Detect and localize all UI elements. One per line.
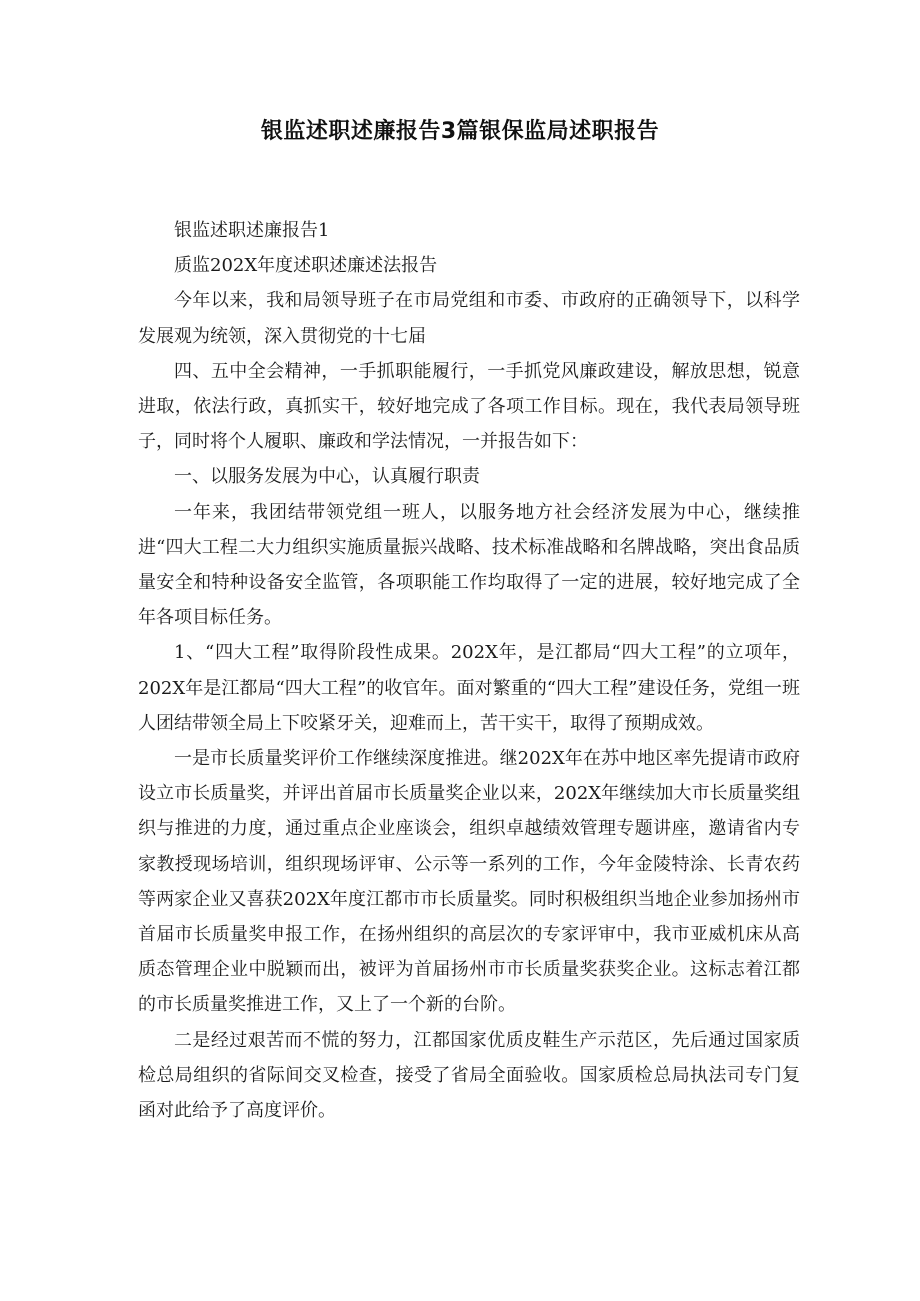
- report-heading: 银监述职述廉报告1: [174, 220, 330, 241]
- body-paragraph: 1、“四大工程”取得阶段性成果。202X年，是江都局“四大工程”的立项年，202X年是江都局“四大工程”的收官年。面对繁重的“四大工程”建设任务，党组一班人团结带领全局上下咬紧牙关，迎难而上，苦干实干，取得了预期成效。: [138, 642, 800, 734]
- body-paragraph: 一是市长质量奖评价工作继续深度推进。继202X年在苏中地区率先提请市政府设立市长质量奖，并评出首届市长质量奖企业以来，202X年继续加大市长质量奖组织与推进的力度，通过重点企业座谈会，组织卓越绩效管理专题讲座，邀请省内专家教授现场培训，组织现场评审、公示等一系列的工作，今年金陵特涂、长青农药等两家企业又喜获202X年度江都市市长质量奖。同时积极组织当地企业参加扬州市首届市长质量奖申报工作，在扬州组织的高层次的专家评审中，我市亚威机床从高质态管理企业中脱颖而出，被评为首届扬州市市长质量奖获奖企业。这标志着江都的市长质量奖推进工作，又上了一个新的台阶。: [138, 748, 800, 1016]
- body-paragraph: 二是经过艰苦而不慌的努力，江都国家优质皮鞋生产示范区，先后通过国家质检总局组织的省际间交叉检查，接受了省局全面验收。国家质检总局执法司专门复函对此给予了高度评价。: [138, 1029, 800, 1122]
- document-title: 银监述职述廉报告3篇银保监局述职报告: [260, 119, 660, 144]
- body-paragraph: 今年以来，我和局领导班子在市局党组和市委、市政府的正确领导下，以科学发展观为统领，深入贯彻党的十七届: [138, 290, 800, 347]
- report-subtitle: 质监202X年度述职述廉述法报告: [174, 255, 438, 277]
- section-heading: 一、以服务发展为中心，认真履行职责: [174, 466, 480, 488]
- document-body: [138, 213, 800, 1128]
- body-paragraph: 四、五中全会精神，一手抓职能履行，一手抓党风廉政建设，解放思想，锐意进取，依法行政，真抓实干，较好地完成了各项工作目标。现在，我代表局领导班子，同时将个人履职、廉政和学法情况，一并报告如下：: [138, 360, 800, 453]
- body-paragraph: 一年来，我团结带领党组一班人，以服务地方社会经济发展为中心，继续推进“四大工程二大力组织实施质量振兴战略、技术标准战略和名牌战略，突出食品质量安全和特种设备安全监管，各项职能工作均取得了一定的进展，较好地完成了全年各项目标任务。: [138, 501, 800, 629]
